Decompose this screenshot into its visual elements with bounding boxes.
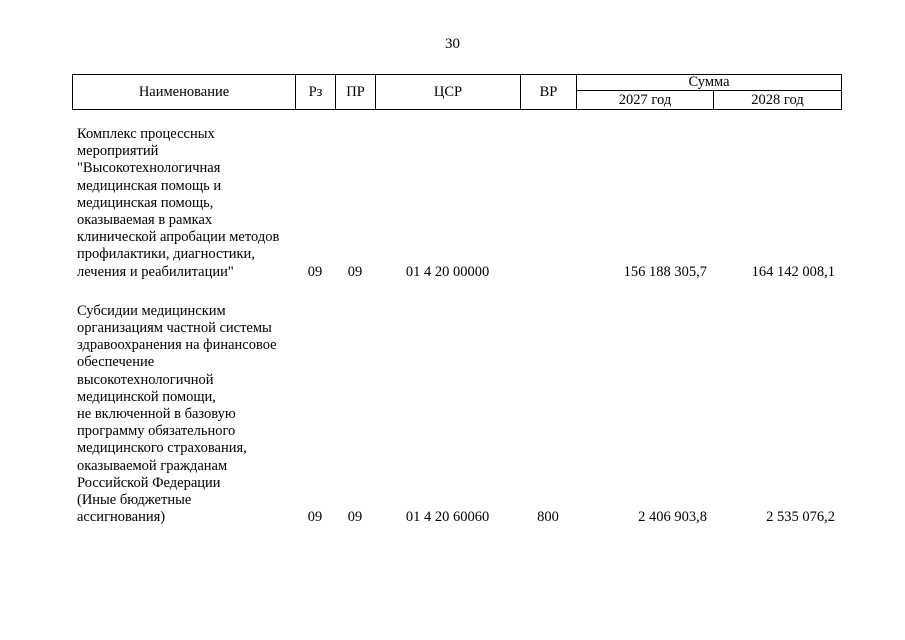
row-name-line: лечения и реабилитации" bbox=[77, 263, 234, 280]
row-name-line: "Высокотехнологичная bbox=[77, 160, 221, 177]
table-row bbox=[72, 303, 841, 527]
row-name-line: организациям частной системы bbox=[77, 320, 272, 337]
row-rz: 09 bbox=[307, 263, 323, 280]
row-name-line: программу обязательного bbox=[77, 423, 236, 440]
row-sum-2027: 156 188 305,7 bbox=[623, 263, 707, 280]
row-csr: 01 4 20 00000 bbox=[405, 263, 490, 280]
row-csr: 01 4 20 60060 bbox=[405, 509, 490, 526]
row-name-line: (Иные бюджетные bbox=[77, 492, 192, 509]
row-name-line: ассигнования) bbox=[77, 509, 166, 526]
row-rz: 09 bbox=[307, 509, 323, 526]
row-name-line: медицинская помощь, bbox=[77, 194, 214, 211]
row-vr: 800 bbox=[537, 509, 559, 526]
row-name-cell bbox=[72, 303, 295, 527]
row-name-line: высокотехнологичной bbox=[77, 371, 214, 388]
header-csr: ЦСР bbox=[376, 75, 521, 110]
page-number: 30 bbox=[445, 36, 460, 52]
row-sum-2028: 2 535 076,2 bbox=[766, 509, 835, 526]
header-sum: Сумма bbox=[577, 75, 842, 91]
row-name-line: Комплекс процессных bbox=[77, 126, 215, 142]
row-name-line: оказываемая в рамках bbox=[77, 212, 213, 229]
row-sum-2027: 2 406 903,8 bbox=[638, 509, 707, 526]
row-name-line: не включенной в базовую bbox=[77, 406, 236, 423]
row-name-line: медицинская помощь и bbox=[77, 177, 222, 194]
row-name-line: клинической апробации методов bbox=[77, 229, 280, 246]
header-year-2028: 2028 год bbox=[714, 91, 842, 110]
row-pr: 09 bbox=[347, 263, 363, 280]
row-name-cell bbox=[72, 126, 295, 281]
row-name-line: оказываемой гражданам bbox=[77, 457, 228, 474]
row-name-line: Субсидии медицинским bbox=[77, 302, 226, 319]
row-name-line: медицинского страхования, bbox=[77, 440, 247, 457]
header-name: Наименование bbox=[73, 75, 296, 110]
row-name-line: профилактики, диагностики, bbox=[77, 246, 255, 263]
table-header bbox=[72, 74, 842, 110]
row-name-line: медицинской помощи, bbox=[77, 388, 216, 405]
row-name-line: мероприятий bbox=[77, 143, 159, 160]
row-sum-2028: 164 142 008,1 bbox=[751, 263, 835, 280]
header-pr: ПР bbox=[336, 75, 376, 110]
header-rz: Рз bbox=[296, 75, 336, 110]
row-spacer bbox=[72, 281, 841, 303]
row-name-line: здравоохранения на финансовое bbox=[77, 337, 277, 354]
header-vr: ВР bbox=[521, 75, 577, 110]
row-pr: 09 bbox=[347, 509, 363, 526]
table-row bbox=[72, 126, 841, 281]
row-name-line: Российской Федерации bbox=[77, 474, 221, 491]
budget-table-body bbox=[72, 126, 841, 526]
row-name-line: обеспечение bbox=[77, 354, 155, 371]
row-vr bbox=[520, 126, 576, 281]
header-year-2027: 2027 год bbox=[577, 91, 714, 110]
